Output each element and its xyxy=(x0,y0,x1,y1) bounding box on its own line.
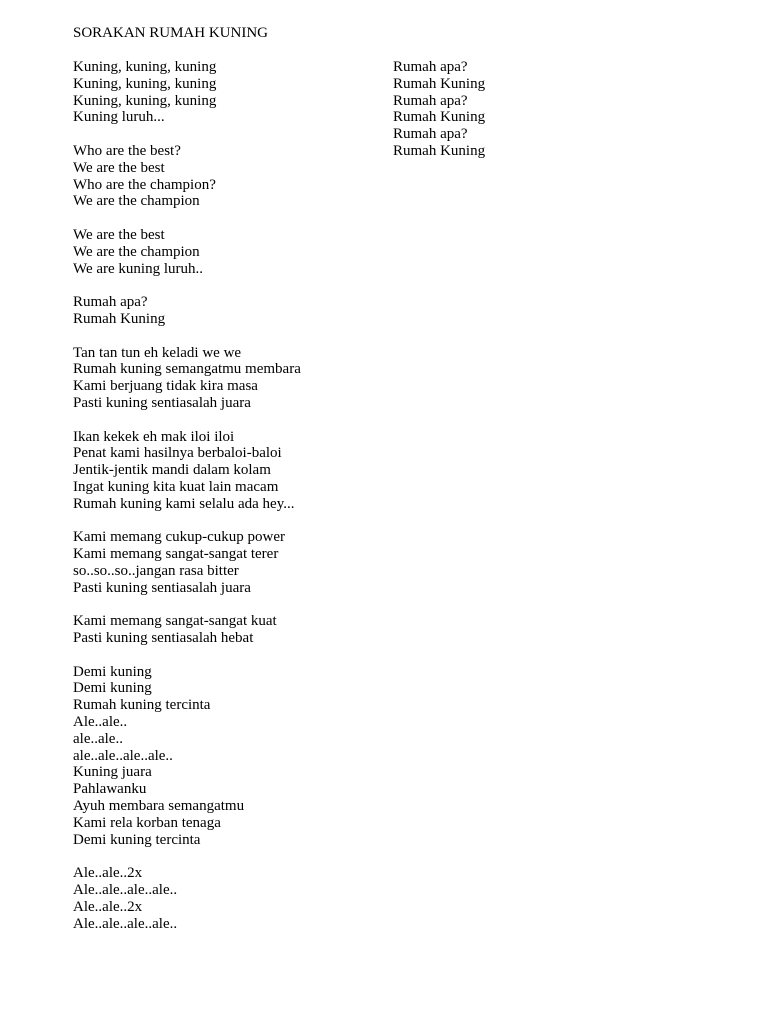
lyric-line: so..so..so..jangan rasa bitter xyxy=(73,562,239,579)
lyric-line: Rumah kuning kami selalu ada hey... xyxy=(73,495,295,512)
lyric-line: ale..ale..ale..ale.. xyxy=(73,747,173,764)
lyric-line: Ingat kuning kita kuat lain macam xyxy=(73,478,279,495)
lyrics-column-right xyxy=(393,59,693,160)
lyric-line: Rumah Kuning xyxy=(393,142,486,159)
lyric-line: Kami memang sangat-sangat terer xyxy=(73,546,279,563)
lyric-line: We are the best xyxy=(73,226,165,243)
lyric-line: ale..ale.. xyxy=(73,730,123,747)
lyric-line: We are kuning luruh.. xyxy=(73,260,204,277)
stanza-gap xyxy=(73,412,393,429)
stanza-gap xyxy=(73,513,393,530)
lyric-line: Penat kami hasilnya berbaloi-baloi xyxy=(73,445,282,462)
lyric-line: Kami berjuang tidak kira masa xyxy=(73,378,258,395)
lyric-line: Rumah Kuning xyxy=(73,310,166,327)
lyric-line: Who are the best? xyxy=(73,142,181,159)
lyric-line: Ayuh membara semangatmu xyxy=(73,798,245,815)
stanza-gap xyxy=(73,126,393,143)
lyric-stanza xyxy=(73,664,393,849)
stanza-gap xyxy=(73,277,393,294)
lyric-line: Ale..ale..ale..ale.. xyxy=(73,882,178,899)
lyric-line: Kami memang sangat-sangat kuat xyxy=(73,613,277,630)
lyric-line: Rumah kuning semangatmu membara xyxy=(73,361,301,378)
lyric-line: Kuning juara xyxy=(73,764,152,781)
lyric-line: Jentik-jentik mandi dalam kolam xyxy=(73,462,271,479)
lyric-line: Rumah Kuning xyxy=(393,75,486,92)
lyric-line: Pahlawanku xyxy=(73,781,147,798)
lyric-line: Pasti kuning sentiasalah hebat xyxy=(73,630,254,647)
lyric-line: We are the best xyxy=(73,159,165,176)
lyric-line: Rumah apa? xyxy=(393,126,468,143)
stanza-gap xyxy=(73,848,393,865)
lyric-line: Rumah apa? xyxy=(393,92,468,109)
lyric-line: Rumah kuning tercinta xyxy=(73,697,211,714)
stanza-gap xyxy=(73,597,393,614)
lyric-stanza xyxy=(393,59,693,160)
lyric-line: Pasti kuning sentiasalah juara xyxy=(73,579,251,596)
stanza-gap xyxy=(73,210,393,227)
lyric-line: Kami memang cukup-cukup power xyxy=(73,529,286,546)
lyric-line: Pasti kuning sentiasalah juara xyxy=(73,394,251,411)
lyric-stanza xyxy=(73,227,393,277)
lyric-line: Ale..ale.. xyxy=(73,714,128,731)
lyrics-column-left xyxy=(73,59,393,932)
lyric-stanza xyxy=(73,143,393,210)
lyric-line: Kuning, kuning, kuning xyxy=(73,75,217,92)
lyric-line: Ale..ale..2x xyxy=(73,865,143,882)
lyric-line: Demi kuning xyxy=(73,680,152,697)
lyric-line: Demi kuning tercinta xyxy=(73,831,201,848)
lyric-line: Kuning luruh... xyxy=(73,109,165,126)
lyric-line: Ikan kekek eh mak iloi iloi xyxy=(73,428,235,445)
lyric-line: Tan tan tun eh keladi we we xyxy=(73,344,242,361)
lyric-line: Kuning, kuning, kuning xyxy=(73,59,217,75)
lyric-line: Ale..ale..ale..ale.. xyxy=(73,915,178,932)
stanza-gap xyxy=(73,328,393,345)
lyric-line: Rumah Kuning xyxy=(393,109,486,126)
lyric-line: Ale..ale..2x xyxy=(73,898,143,915)
lyric-stanza xyxy=(73,429,393,513)
lyric-line: Demi kuning xyxy=(73,663,152,680)
lyric-stanza xyxy=(73,59,393,126)
lyric-line: We are the champion xyxy=(73,243,200,260)
lyric-stanza xyxy=(73,529,393,596)
lyric-line: Kuning, kuning, kuning xyxy=(73,92,217,109)
lyric-stanza xyxy=(73,865,393,932)
lyric-stanza xyxy=(73,613,393,647)
stanza-gap xyxy=(73,647,393,664)
document-title: SORAKAN RUMAH KUNING xyxy=(73,25,269,41)
lyric-line: We are the champion xyxy=(73,193,200,210)
lyric-stanza xyxy=(73,294,393,328)
lyric-line: Kami rela korban tenaga xyxy=(73,814,221,831)
lyric-line: Rumah apa? xyxy=(393,59,468,75)
lyric-stanza xyxy=(73,345,393,412)
lyric-line: Rumah apa? xyxy=(73,294,148,311)
lyric-line: Who are the champion? xyxy=(73,176,216,193)
